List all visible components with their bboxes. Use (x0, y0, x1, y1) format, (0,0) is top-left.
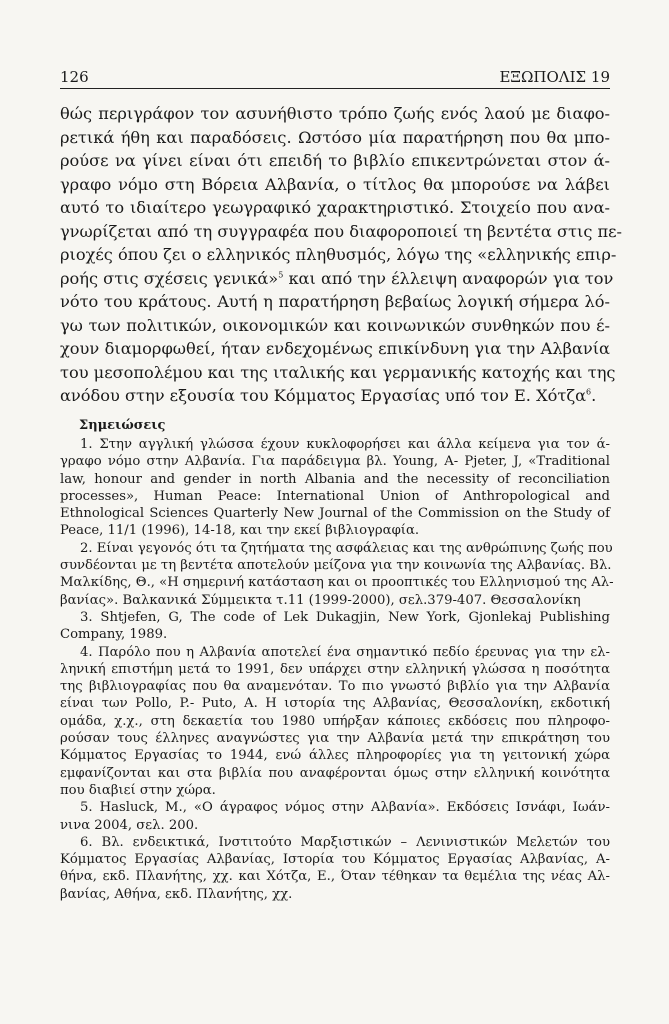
footnote-line: είναι των Pollo, P.- Puto, A. Η ιστορία της Αλβανίας, Θεσσαλονίκη, εκδοτική (60, 696, 610, 712)
footnote-line: που διαβιεί στην χώρα. (60, 782, 216, 798)
body-line: ανόδου στην εξουσία του Κόμματος Εργασίας υπό τον Ε. Χότζα$^6$. (60, 386, 597, 405)
body-line-part: και από την έλλειψη αναφορών για τον (288, 268, 614, 288)
footnote-line: 3. Shtjefen, G, The code of Lek Dukagjin, New York, Gjonlekaj Publishing (80, 609, 610, 625)
footnote-line: law, honour and gender in north Albania and the necessity of reconciliation (60, 471, 610, 487)
footnote-5 (60, 799, 610, 834)
body-line: του μεσοπολέμου και της ιταλικής και γερμανικής κατοχής και της (60, 362, 616, 382)
body-line: αυτό το ιδιαίτερο γεωγραφικό χαρακτηριστικό. Στοιχείο που ανα- (60, 198, 610, 217)
notes-title: Σημειώσεις (79, 418, 166, 433)
body-line: γνωρίζεται από τη συγγραφέα που διαφοροποιεί τη βεντέτα στις πε- (60, 221, 623, 241)
body-line: θώς περιγράφον τον ασυνήθιστο τρόπο ζωής ενός λαού με διαφο- (60, 104, 610, 123)
footnote-line: 1. Στην αγγλική γλώσσα έχουν κυκλοφορήσει και άλλα κείμενα για τον ά- (80, 437, 610, 452)
footnote-line: 4. Παρόλο που η Αλβανία αποτελεί ένα σημαντικό πεδίο έρευνας για την ελ- (80, 644, 610, 660)
footnote-ref: 6 (586, 387, 592, 397)
footnote-line: 5. Hasluck, M., «Ο άγραφος νόμος στην Αλβανία». Εκδόσεις Ισνάφι, Ιωάν- (80, 800, 610, 816)
footnote-line: βανίας». Βαλκανικά Σύμμεικτα τ.11 (1999-2000), σελ.379-407. Θεσσαλονίκη (60, 592, 581, 608)
running-header (60, 68, 610, 89)
footnote-line: βανίας, Αθήνα, εκδ. Πλανήτης, χχ. (60, 886, 293, 902)
footnote-line: 6. Βλ. ενδεικτικά, Ινστιτούτο Μαρξιστικών – Λενινιστικών Μελετών του (80, 834, 610, 850)
footnote-1 (60, 436, 610, 540)
footnote-line: Κόμματος Εργασίας Αλβανίας, Ιστορία του Κόμματος Εργασίας Αλβανίας, Α- (60, 852, 610, 868)
footnote-line: Κόμματος Εργασίας το 1944, ενώ άλλες πληροφορίες για τη γειτονική χώρα (60, 748, 610, 764)
footnote-line: εμφανίζονται και στα βιβλία που αναφέρονται όμως στην ελληνική κοινότητα (60, 765, 610, 781)
body-line (60, 267, 614, 291)
footnote-line: Ethnological Sciences Quarterly New Journal of the Commission on the Study of (60, 506, 610, 522)
footnote-line: 2. Είναι γεγονός ότι τα ζητήματα της ασφάλειας και της ανθρώπινης ζωής που (80, 540, 613, 556)
notes-section (60, 436, 614, 903)
footnote-line: ομάδα, χ.χ., στη δεκαετία του 1980 υπήρξαν κάποιες εκδόσεις που πληροφο- (60, 713, 610, 729)
footnote-line: θήνα, εκδ. Πλανήτης, χχ. και Χότζα, Ε., Όταν τέθηκαν τα θεμέλια της νέας Αλ- (60, 869, 610, 885)
body-line: γραφο νόμο στη Βόρεια Αλβανία, ο τίτλος θα μπορούσε να λάβει (60, 174, 610, 194)
footnote-2 (60, 540, 614, 609)
footnote-line: συνδέονται με τη βεντέτα αποτελούν μείζονα για την κοινωνία της Αλβανίας. Βλ. (60, 558, 612, 574)
footnote-line: Company, 1989. (60, 627, 168, 643)
footnote-line: γραφο νόμο στην Αλβανία. Για παράδειγμα βλ. Young, A- Pjeter, J, «Traditional (60, 454, 610, 470)
footnote-ref: 5 (278, 270, 284, 280)
body-line: ρετικά ήθη και παραδόσεις. Ωστόσο μία παρατήρηση που θα μπο- (60, 127, 610, 147)
body-line: ρούσε να γίνει είναι ότι επειδή το βιβλίο επικεντρώνεται στον ά- (60, 151, 610, 170)
running-title: ΕΞΩΠΟΛΙΣ 19 (499, 68, 610, 86)
footnote-line: processes», Human Peace: International Union of Anthropological and (60, 488, 610, 504)
page-number: 126 (60, 68, 89, 86)
footnote-line: ρούσαν τους έλληνες αναγνώστες για την Αλβανία μετά την επικράτηση του (60, 731, 610, 747)
footnote-6 (60, 834, 610, 903)
body-line-part: ανόδου στην εξουσία του Κόμματος Εργασίας υπό τον Ε. Χότζα (60, 386, 587, 405)
body-line-part: ροής στις σχέσεις γενικά» (60, 268, 279, 288)
footnote-4 (60, 644, 610, 800)
footnote-line: Peace, 11/1 (1996), 14-18, και την εκεί βιβλιογραφία. (60, 523, 420, 539)
body-line: χουν διαμορφωθεί, ήταν ενδεχομένως επικίνδυνη για την Αλβανία (60, 339, 610, 358)
footnote-line: Μαλκίδης, Θ., «Η σημερινή κατάσταση και οι προοπτικές του Ελληνισμού της Αλ- (60, 575, 614, 591)
body-line: γω των πολιτικών, οικονομικών και κοινωνικών συνθηκών που έ- (60, 315, 610, 335)
footnote-3 (60, 609, 610, 644)
body-line: ριοχές όπου ζει ο ελληνικός πληθυσμός, λόγω της «ελληνικής επιρ- (60, 245, 617, 264)
footnote-line: ληνική επιστήμη μετά το 1991, δεν υπάρχει στην ελληνική γλώσσα η ποσότητα (60, 661, 610, 677)
footnote-line: νινα 2004, σελ. 200. (60, 817, 199, 833)
footnote-line: της βιβλιογραφίας που θα αναμενόταν. Το πιο γνωστό βιβλίο για την Αλβανία (60, 679, 610, 695)
body-text (60, 102, 623, 408)
body-line: νότο του κράτους. Αυτή η παρατήρηση βεβαίως λογική σήμερα λό- (60, 292, 610, 311)
